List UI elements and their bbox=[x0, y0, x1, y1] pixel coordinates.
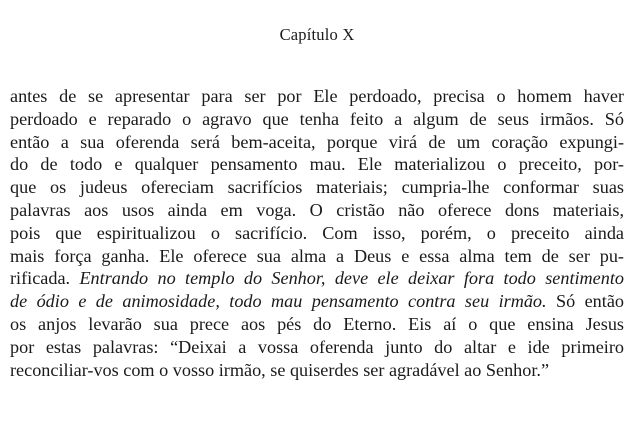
text-line bbox=[10, 153, 624, 176]
text-run: reconciliar-vos com o vosso irmão, se quiserdes ser agradável ao Senhor.” bbox=[10, 359, 550, 380]
text-line bbox=[10, 131, 624, 154]
text-line bbox=[10, 199, 624, 222]
text-run: então a sua oferenda será bem-aceita, porque virá de um coração expungi- bbox=[10, 131, 624, 152]
text-run: pois que espiritualizou o sacrifício. Com isso, porém, o preceito ainda bbox=[10, 222, 624, 243]
text-line bbox=[10, 245, 624, 268]
text-line bbox=[10, 290, 624, 313]
text-line bbox=[10, 336, 624, 359]
text-run: os anjos levarão sua prece aos pés do Eterno. Eis aí o que ensina Jesus bbox=[10, 313, 624, 334]
text-line bbox=[10, 313, 624, 336]
text-run: por estas palavras: “Deixai a vossa oferenda junto do altar e ide primeiro bbox=[10, 336, 624, 357]
text-run: Só então bbox=[546, 291, 624, 312]
text-run: que os judeus ofereciam sacrifícios materiais; cumpria-lhe conformar suas bbox=[10, 177, 624, 198]
text-run: do de todo e qualquer pensamento mau. Ele materializou o preceito, por- bbox=[10, 154, 624, 175]
text-line bbox=[10, 359, 624, 382]
text-line bbox=[10, 176, 624, 199]
chapter-heading: Capítulo X bbox=[279, 25, 355, 44]
body-paragraph bbox=[10, 85, 624, 381]
text-run: mais força ganha. Ele oferece sua alma a Deus e essa alma tem de ser pu- bbox=[10, 245, 624, 266]
emphasized-text: Entrando no templo do Senhor, deve ele deixar fora todo sentimento bbox=[79, 268, 624, 289]
text-line bbox=[10, 222, 624, 245]
emphasized-text: de ódio e de animosidade, todo mau pensamento contra seu irmão. bbox=[10, 291, 547, 312]
text-run: perdoado e reparado o agravo que tenha feito a algum de seus irmãos. Só bbox=[10, 108, 624, 129]
text-line bbox=[10, 267, 624, 290]
text-run: antes de se apresentar para ser por Ele perdoado, precisa o homem haver bbox=[10, 86, 624, 106]
text-line bbox=[10, 85, 624, 108]
text-run: rificada. bbox=[10, 268, 80, 289]
text-run: palavras aos usos ainda em voga. O cristão não oferece dons materiais, bbox=[10, 199, 624, 220]
text-line bbox=[10, 108, 624, 131]
